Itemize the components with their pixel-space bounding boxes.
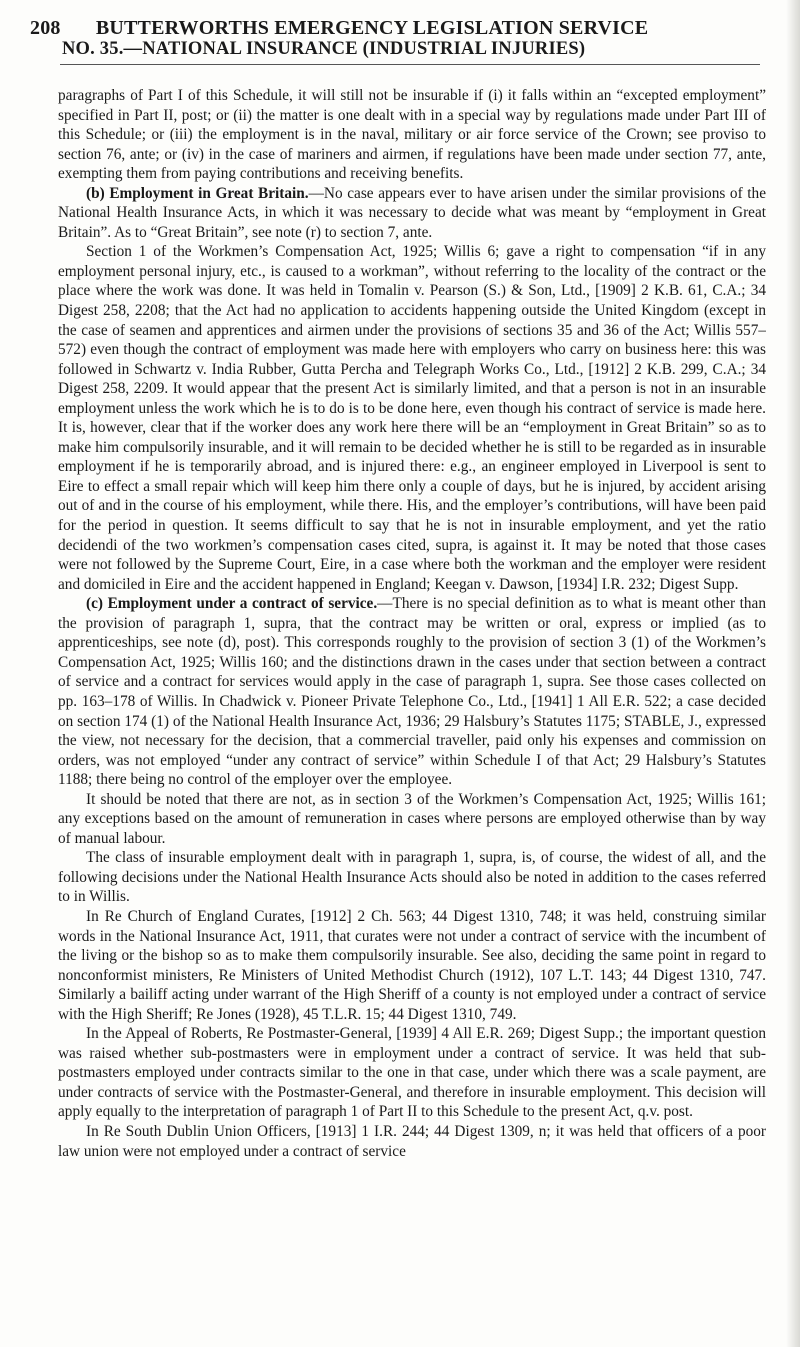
section-subtitle: NO. 35.—NATIONAL INSURANCE (INDUSTRIAL INJURIES) bbox=[62, 39, 586, 59]
page-body bbox=[58, 86, 766, 1341]
body-paragraph: In Re South Dublin Union Officers, [1913] 1 I.R. 244; 44 Digest 1309, n; it was held that officers of a poor law union were not employed under a contract of service bbox=[58, 1122, 766, 1160]
body-paragraph: Section 1 of the Workmen’s Compensation Act, 1925; Willis 6; gave a right to compensation “if in any employment personal injury, etc., is caused to a workman”, without referring to the locality of the contract or the place where the work was done. It was held in Tomalin v. Pearson (S.) & Son, Ltd., [1909] 2 K.B. 61, C.A.; 34 Digest 258, 2208; that the Act had no application to accidents happening outside the United Kingdom (except in the case of seamen and apprentices and airmen under the provisions of sections 35 and 36 of the Act; Willis 557–572) even though the contract of employment was made here with employers who carry on business here: this was followed in Schwartz v. India Rubber, Gutta Percha and Telegraph Works Co., Ltd., [1912] 2 K.B. 299, C.A.; 34 Digest 258, 2209. It would appear that the present Act is similarly limited, and that a person is not in an insurable employment unless the work which he is to do is to be done here, even though his contract of service is made here. It is, however, clear that if the worker does any work here there will be an “employment in Great Britain” so as to make him compulsorily insurable, and it will remain to be decided whether he is still to be regarded as in insurable employment if he is temporarily abroad, and is injured there: e.g., an engineer employed in Liverpool is sent to Eire to effect a small repair which will keep him there only a couple of days, but he is injured, by accident arising out of and in the course of his employment, while there. His, and the employer’s contributions, will have been paid for the period in question. It seems difficult to say that he is not in insurable employment, and yet the ratio decidendi of the two workmen’s compensation cases cited, supra, is against it. It may be noted that those cases were not followed by the Supreme Court, Eire, in a case where both the workman and the employer were resident and domiciled in Eire and the accident happened in England; Keegan v. Dawson, [1934] I.R. 232; Digest Supp. bbox=[58, 243, 766, 593]
page-header bbox=[24, 16, 784, 40]
body-paragraph: It should be noted that there are not, as in section 3 of the Workmen’s Compensation Act, 1925; Willis 161; any exceptions based on the amount of remuneration in cases where persons are employed otherwise than by way of manual labour. bbox=[58, 790, 766, 847]
body-paragraph: In the Appeal of Roberts, Re Postmaster-General, [1939] 4 All E.R. 269; Digest Supp.; the important question was raised whether sub-postmasters were in employment under a contract of service. It was held that sub-postmasters employed under contracts similar to the one in that case, under which there was a scale payment, are under contracts of service with the Postmaster-General, and therefore in insurable employment. This decision will apply equally to the interpretation of paragraph 1 of Part II to this Schedule to the present Act, q.v. post. bbox=[58, 1025, 766, 1121]
running-head: BUTTERWORTHS EMERGENCY LEGISLATION SERVICE bbox=[95, 17, 649, 39]
body-paragraph: The class of insurable employment dealt with in paragraph 1, supra, is, of course, the widest of all, and the following decisions under the National Health Insurance Acts should also be noted in addition to the cases referred to in Willis. bbox=[58, 849, 766, 906]
paragraph-heading: (c) Employment under a contract of service. bbox=[86, 595, 378, 613]
body-paragraph: In Re Church of England Curates, [1912] 2 Ch. 563; 44 Digest 1310, 748; it was held, construing similar words in the National Insurance Act, 1911, that curates were not under a contract of service with the incumbent of the living or the bishop so as to make them compulsorily insurable. See also, deciding the same point in regard to nonconformist ministers, Re Ministers of United Methodist Church (1912), 107 L.T. 143; 44 Digest 1310, 747. Similarly a bailiff acting under warrant of the High Sheriff of a county is not employed under a contract of service with the High Sheriff; Re Jones (1928), 45 T.L.R. 15; 44 Digest 1310, 749. bbox=[58, 907, 766, 1023]
header-rule bbox=[60, 64, 760, 65]
body-paragraph: (c) Employment under a contract of service.—There is no special definition as to what is meant other than the provision of paragraph 1, supra, that the contract may be written or oral, express or implied (as to apprenticeships, see note (d), post). This corresponds roughly to the provision of section 3 (1) of the Workmen’s Compensation Act, 1925; Willis 160; and the distinctions drawn in the cases under that section between a contract of service and a contract for services would apply in the case of paragraph 1, supra. See those cases collected on pp. 163–178 of Willis. In Chadwick v. Pioneer Private Telephone Co., Ltd., [1941] 1 All E.R. 522; a case decided on section 174 (1) of the National Health Insurance Act, 1936; 29 Halsbury’s Statutes 1175; STABLE, J., expressed the view, not necessary for the decision, that a commercial traveller, paid only his expenses and commission on orders, was not employed “under any contract of service” within Schedule I of that Act; 29 Halsbury’s Statutes 1188; there being no control of the employer over the employee. bbox=[58, 595, 766, 789]
page-number: 208 bbox=[30, 17, 61, 39]
body-paragraph: paragraphs of Part I of this Schedule, it will still not be insurable if (i) it falls within an “excepted employment” specified in Part II, post; or (ii) the matter is one dealt with in a special way by regulations made under Part III of this Schedule; or (iii) the employment is in the naval, military or air force service of the Crown; see proviso to section 76, ante; or (iv) in the case of mariners and airmen, if regulations have been made under section 77, ante, exempting them from paying contributions and receiving benefits. bbox=[58, 87, 766, 183]
page-edge-shadow bbox=[786, 0, 800, 1347]
body-paragraph: (b) Employment in Great Britain.—No case appears ever to have arisen under the similar provisions of the National Health Insurance Acts, in which it was necessary to decide what was meant by “employment in Great Britain”. As to “Great Britain”, see note (r) to section 7, ante. bbox=[58, 184, 766, 241]
paragraph-heading: (b) Employment in Great Britain. bbox=[86, 184, 309, 202]
